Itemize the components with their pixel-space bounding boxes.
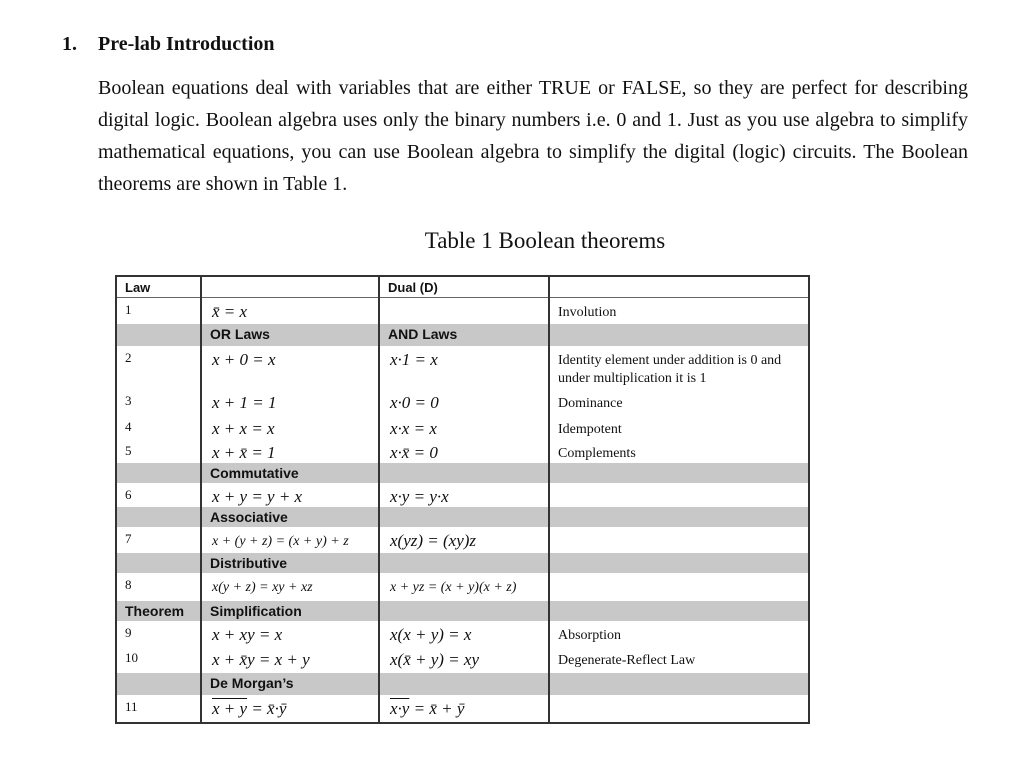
or-formula: x + 1 = 1 <box>212 393 277 412</box>
law-number: 3 <box>116 389 201 415</box>
and-formula: x(x + y) = x <box>390 625 472 644</box>
section-law <box>116 507 201 527</box>
table-header-row <box>116 276 809 297</box>
and-cell <box>379 439 549 463</box>
section-or: De Morgan’s <box>201 673 379 695</box>
or-formula: x + x̄y = x + y <box>212 650 310 669</box>
section-row <box>116 673 809 695</box>
law-description: Complements <box>549 439 809 463</box>
law-number: 5 <box>116 439 201 463</box>
or-rest: = x̄·ȳ <box>247 699 287 718</box>
or-formula: x + 0 = x <box>212 350 276 369</box>
table-row <box>116 346 809 389</box>
law-description: Degenerate-Reflect Law <box>549 646 809 673</box>
law-description <box>549 527 809 553</box>
law-description: Involution <box>549 297 809 324</box>
header-law: Law <box>116 276 201 297</box>
table-row <box>116 695 809 723</box>
section-and <box>379 553 549 573</box>
law-description: Identity element under addition is 0 and under multiplication it is 1 <box>549 346 809 389</box>
section-blank <box>549 463 809 483</box>
boolean-theorems-table <box>115 275 810 724</box>
section-law: Theorem <box>116 601 201 621</box>
or-overbar: x + y <box>212 699 248 718</box>
table-row <box>116 483 809 507</box>
law-number: 7 <box>116 527 201 553</box>
law-number: 9 <box>116 621 201 646</box>
section-blank <box>549 601 809 621</box>
and-formula: x(yz) = (xy)z <box>390 531 477 550</box>
section-and <box>379 507 549 527</box>
and-cell <box>379 573 549 601</box>
section-law <box>116 463 201 483</box>
law-number: 1 <box>116 297 201 324</box>
and-cell <box>379 483 549 507</box>
section-row <box>116 601 809 621</box>
law-description: Idempotent <box>549 415 809 439</box>
or-formula: x + y = y + x <box>212 487 303 506</box>
or-formula: x + xy = x <box>212 625 283 644</box>
table-row <box>116 389 809 415</box>
law-number: 2 <box>116 346 201 389</box>
table-caption: Table 1 Boolean theorems <box>424 228 666 253</box>
header-desc <box>549 276 809 297</box>
and-formula: x(x̄ + y) = xy <box>390 650 479 669</box>
or-formula: x + x̄ = 1 <box>212 443 276 462</box>
law-number: 11 <box>116 695 201 723</box>
and-cell <box>379 695 549 723</box>
header-dual: Dual (D) <box>379 276 549 297</box>
and-formula: x·1 = x <box>390 350 438 369</box>
or-cell <box>201 646 379 673</box>
law-number: 10 <box>116 646 201 673</box>
or-cell <box>201 346 379 389</box>
section-law <box>116 324 201 346</box>
table-row <box>116 527 809 553</box>
section-blank <box>549 673 809 695</box>
intro-paragraph: Boolean equations deal with variables that are either TRUE or FALSE, so they are perfect for describing digital logic. Boolean algebra uses only the binary numbers i.e. 0 and 1. Just as you use algebra to simplify mathematical equations, you can use Boolean algebra to simplify the digital (logic) circuits. The Boolean theorems are shown in Table 1. <box>98 77 968 195</box>
or-cell <box>201 389 379 415</box>
law-description: Absorption <box>549 621 809 646</box>
section-row <box>116 507 809 527</box>
and-overbar: x·y <box>390 699 410 718</box>
or-cell <box>201 573 379 601</box>
section-row <box>116 324 809 346</box>
and-rest: = x̄ + ȳ <box>409 699 465 718</box>
or-cell <box>201 297 379 324</box>
law-description <box>549 483 809 507</box>
and-formula: x·y = y·x <box>390 487 449 506</box>
law-number: 8 <box>116 573 201 601</box>
and-cell <box>379 346 549 389</box>
table-row <box>116 439 809 463</box>
or-formula: x + (y + z) = (x + y) + z <box>212 534 349 549</box>
section-and: AND Laws <box>379 324 549 346</box>
or-cell <box>201 695 379 723</box>
or-formula: x(y + z) = xy + xz <box>212 580 313 595</box>
section-or: OR Laws <box>201 324 379 346</box>
or-cell <box>201 621 379 646</box>
section-or: Commutative <box>201 463 379 483</box>
section-or: Simplification <box>201 601 379 621</box>
section-or: Associative <box>201 507 379 527</box>
law-description: Dominance <box>549 389 809 415</box>
law-description <box>549 695 809 723</box>
law-number: 6 <box>116 483 201 507</box>
section-blank <box>549 553 809 573</box>
and-formula: x·x̄ = 0 <box>390 443 438 462</box>
section-and <box>379 463 549 483</box>
section-row <box>116 463 809 483</box>
law-description <box>549 573 809 601</box>
table-row <box>116 646 809 673</box>
and-cell <box>379 415 549 439</box>
or-cell <box>201 483 379 507</box>
section-law <box>116 673 201 695</box>
or-formula: x̄̄ = x <box>212 301 248 321</box>
and-cell <box>379 621 549 646</box>
table-row <box>116 297 809 324</box>
section-and <box>379 601 549 621</box>
law-number: 4 <box>116 415 201 439</box>
section-or: Distributive <box>201 553 379 573</box>
section-blank <box>549 324 809 346</box>
section-title: Pre-lab Introduction <box>98 33 275 55</box>
section-and <box>379 673 549 695</box>
table-row <box>116 573 809 601</box>
and-cell <box>379 646 549 673</box>
and-formula: x + yz = (x + y)(x + z) <box>390 580 517 595</box>
and-cell <box>379 527 549 553</box>
and-cell <box>379 297 549 324</box>
section-row <box>116 553 809 573</box>
and-formula: x·x = x <box>390 419 437 438</box>
table-row <box>116 415 809 439</box>
or-cell <box>201 527 379 553</box>
and-cell <box>379 389 549 415</box>
table-row <box>116 621 809 646</box>
or-formula: x + x = x <box>212 419 275 438</box>
section-number: 1. <box>62 33 77 55</box>
or-cell <box>201 415 379 439</box>
section-blank <box>549 507 809 527</box>
header-blank <box>201 276 379 297</box>
and-formula: x·0 = 0 <box>390 393 439 412</box>
section-law <box>116 553 201 573</box>
or-cell <box>201 439 379 463</box>
